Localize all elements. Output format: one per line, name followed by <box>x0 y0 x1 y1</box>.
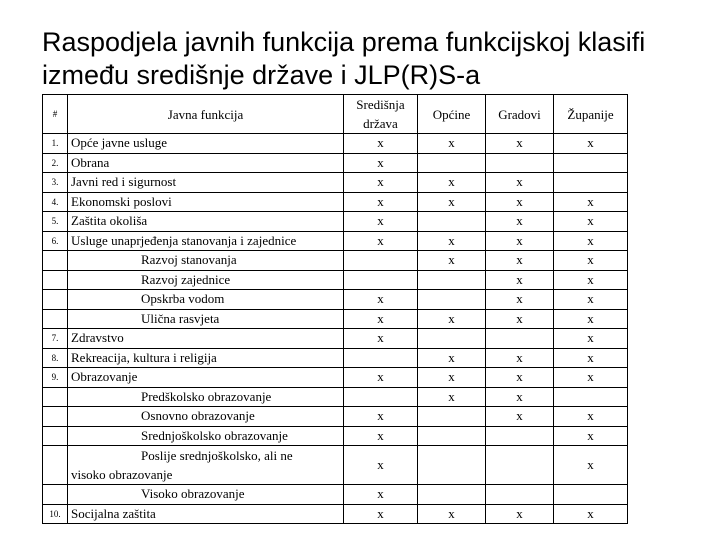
central-cell: x <box>344 368 418 388</box>
municipalities-cell: x <box>418 368 486 388</box>
central-cell: x <box>344 192 418 212</box>
row-function-name: Usluge unaprjeđenja stanovanja i zajednice <box>68 231 344 251</box>
row-function-name: Javni red i sigurnost <box>68 173 344 193</box>
row-function-name: Zaštita okoliša <box>68 212 344 232</box>
table-row <box>43 387 628 407</box>
row-num <box>43 251 68 271</box>
table-row <box>43 153 628 173</box>
counties-cell: x <box>554 231 628 251</box>
counties-cell: x <box>554 270 628 290</box>
central-cell: x <box>344 173 418 193</box>
central-cell: x <box>344 407 418 427</box>
municipalities-cell: x <box>418 251 486 271</box>
counties-cell: x <box>554 329 628 349</box>
table-row <box>43 485 628 505</box>
table-row <box>43 368 628 388</box>
municipalities-cell <box>418 426 486 446</box>
row-num: 8. <box>43 348 68 368</box>
table-row <box>43 426 628 446</box>
table-row <box>43 407 628 427</box>
central-cell <box>344 348 418 368</box>
header-cities: Gradovi <box>486 95 554 134</box>
row-num <box>43 426 68 446</box>
row-num: 5. <box>43 212 68 232</box>
row-function-name-line-2: visoko obrazovanje <box>71 467 173 482</box>
header-central-line-2: država <box>363 116 398 131</box>
header-num: # <box>43 95 68 134</box>
cities-cell: x <box>486 173 554 193</box>
cities-cell: x <box>486 212 554 232</box>
cities-cell <box>486 153 554 173</box>
municipalities-cell: x <box>418 173 486 193</box>
table-row <box>43 251 628 271</box>
functions-table <box>42 94 628 524</box>
header-function: Javna funkcija <box>68 95 344 134</box>
municipalities-cell <box>418 212 486 232</box>
municipalities-cell <box>418 407 486 427</box>
cities-cell: x <box>486 348 554 368</box>
counties-cell: x <box>554 251 628 271</box>
counties-cell: x <box>554 407 628 427</box>
central-cell: x <box>344 231 418 251</box>
row-function-name: Ulična rasvjeta <box>68 309 344 329</box>
row-num: 2. <box>43 153 68 173</box>
row-num: 1. <box>43 134 68 154</box>
row-function-name: Obrana <box>68 153 344 173</box>
cities-cell: x <box>486 134 554 154</box>
row-function-name: Srednjoškolsko obrazovanje <box>68 426 344 446</box>
cities-cell: x <box>486 504 554 524</box>
row-function-name: Ekonomski poslovi <box>68 192 344 212</box>
row-num <box>43 387 68 407</box>
row-function-name: Visoko obrazovanje <box>68 485 344 505</box>
municipalities-cell: x <box>418 134 486 154</box>
counties-cell <box>554 153 628 173</box>
row-num: 3. <box>43 173 68 193</box>
row-num <box>43 446 68 485</box>
cities-cell: x <box>486 387 554 407</box>
counties-cell: x <box>554 446 628 485</box>
row-function-name: Razvoj zajednice <box>68 270 344 290</box>
municipalities-cell <box>418 270 486 290</box>
central-cell: x <box>344 426 418 446</box>
row-num: 9. <box>43 368 68 388</box>
row-num: 4. <box>43 192 68 212</box>
page-title <box>42 26 720 92</box>
row-num: 10. <box>43 504 68 524</box>
counties-cell: x <box>554 309 628 329</box>
counties-cell: x <box>554 368 628 388</box>
counties-cell <box>554 387 628 407</box>
cities-cell: x <box>486 407 554 427</box>
municipalities-cell <box>418 153 486 173</box>
table-row <box>43 290 628 310</box>
table-row <box>43 270 628 290</box>
counties-cell: x <box>554 212 628 232</box>
municipalities-cell <box>418 446 486 485</box>
row-function-name: Obrazovanje <box>68 368 344 388</box>
cities-cell <box>486 426 554 446</box>
cities-cell <box>486 329 554 349</box>
counties-cell: x <box>554 192 628 212</box>
central-cell: x <box>344 309 418 329</box>
header-municipalities: Općine <box>418 95 486 134</box>
row-num <box>43 270 68 290</box>
table-row <box>43 504 628 524</box>
central-cell: x <box>344 134 418 154</box>
table-row <box>43 173 628 193</box>
row-function-name: Opće javne usluge <box>68 134 344 154</box>
counties-cell: x <box>554 504 628 524</box>
row-function-name <box>68 446 344 485</box>
municipalities-cell: x <box>418 231 486 251</box>
municipalities-cell: x <box>418 192 486 212</box>
row-function-name: Zdravstvo <box>68 329 344 349</box>
central-cell: x <box>344 290 418 310</box>
table-row <box>43 134 628 154</box>
table-row <box>43 231 628 251</box>
municipalities-cell: x <box>418 504 486 524</box>
central-cell: x <box>344 212 418 232</box>
header-central-line-1: Središnja <box>356 97 405 112</box>
row-function-name: Socijalna zaštita <box>68 504 344 524</box>
municipalities-cell: x <box>418 348 486 368</box>
central-cell: x <box>344 329 418 349</box>
municipalities-cell <box>418 290 486 310</box>
row-num <box>43 290 68 310</box>
counties-cell <box>554 485 628 505</box>
row-num <box>43 485 68 505</box>
row-num <box>43 407 68 427</box>
row-function-name: Opskrba vodom <box>68 290 344 310</box>
central-cell: x <box>344 504 418 524</box>
row-function-name: Rekreacija, kultura i religija <box>68 348 344 368</box>
page-title-line-2: između središnje države i JLP(R)S-a <box>42 60 481 90</box>
cities-cell <box>486 446 554 485</box>
row-function-name-line-1: Poslije srednjoškolsko, ali ne <box>141 448 293 463</box>
table-row <box>43 212 628 232</box>
cities-cell: x <box>486 309 554 329</box>
central-cell: x <box>344 485 418 505</box>
row-num <box>43 309 68 329</box>
central-cell: x <box>344 446 418 485</box>
central-cell <box>344 387 418 407</box>
central-cell <box>344 251 418 271</box>
row-num: 7. <box>43 329 68 349</box>
municipalities-cell: x <box>418 387 486 407</box>
municipalities-cell <box>418 329 486 349</box>
row-function-name: Predškolsko obrazovanje <box>68 387 344 407</box>
cities-cell: x <box>486 270 554 290</box>
table-row <box>43 348 628 368</box>
row-num: 6. <box>43 231 68 251</box>
page-title-line-1: Raspodjela javnih funkcija prema funkcijskoj klasifi <box>42 27 646 57</box>
table-row <box>43 192 628 212</box>
header-counties: Županije <box>554 95 628 134</box>
cities-cell: x <box>486 231 554 251</box>
cities-cell: x <box>486 192 554 212</box>
counties-cell: x <box>554 134 628 154</box>
cities-cell: x <box>486 368 554 388</box>
central-cell <box>344 270 418 290</box>
counties-cell <box>554 173 628 193</box>
table-row <box>43 329 628 349</box>
cities-cell: x <box>486 251 554 271</box>
table-row <box>43 309 628 329</box>
table-header-row <box>43 95 628 134</box>
header-central <box>344 95 418 134</box>
municipalities-cell: x <box>418 309 486 329</box>
counties-cell: x <box>554 426 628 446</box>
row-function-name: Osnovno obrazovanje <box>68 407 344 427</box>
central-cell: x <box>344 153 418 173</box>
municipalities-cell <box>418 485 486 505</box>
table-row <box>43 446 628 485</box>
row-function-name: Razvoj stanovanja <box>68 251 344 271</box>
cities-cell <box>486 485 554 505</box>
counties-cell: x <box>554 290 628 310</box>
counties-cell: x <box>554 348 628 368</box>
cities-cell: x <box>486 290 554 310</box>
